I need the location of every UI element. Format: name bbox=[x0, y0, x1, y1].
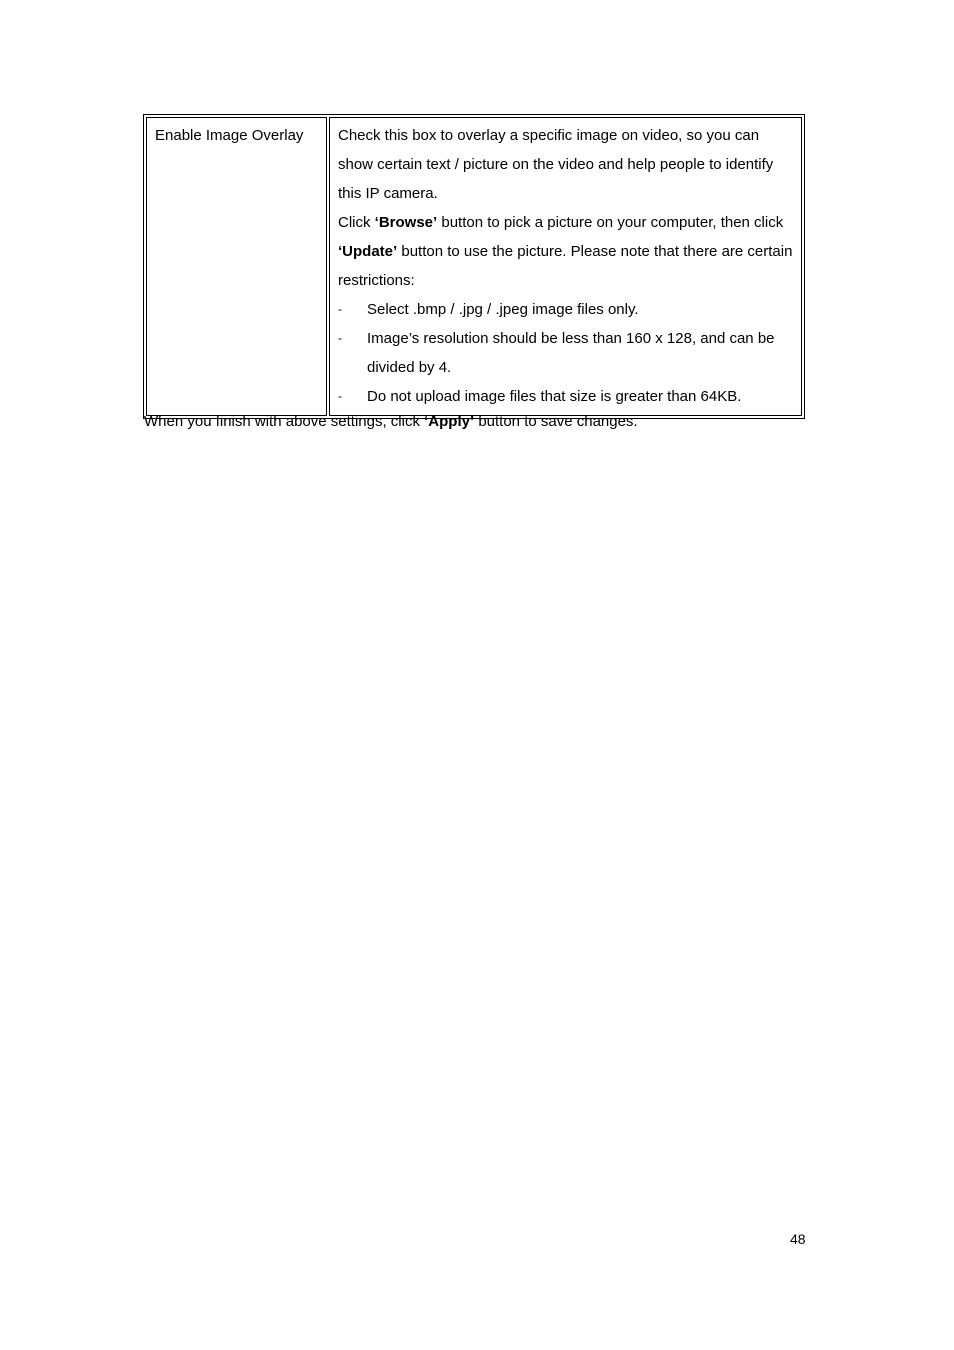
bullet-dash: - bbox=[338, 389, 342, 403]
setting-name-cell: Enable Image Overlay bbox=[146, 117, 327, 416]
restrictions-list bbox=[338, 295, 793, 411]
browse-button-reference: ‘Browse’ bbox=[374, 214, 438, 231]
text-fragment: When you finish with above settings, click bbox=[144, 413, 425, 430]
settings-table bbox=[143, 114, 805, 419]
text-fragment: button to use the picture. Please note that there are certain restrictions: bbox=[338, 243, 793, 289]
page-number: 48 bbox=[790, 1231, 806, 1247]
text-fragment: button to pick a picture on your computer, then click bbox=[437, 214, 784, 231]
description-paragraph-browse bbox=[338, 208, 793, 295]
description-paragraph: Check this box to overlay a specific image on video, so you can show certain text / picture on the video and help people to identify this IP camera. bbox=[338, 127, 774, 202]
restriction-text: Select .bmp / .jpg / .jpeg image files only. bbox=[367, 301, 639, 318]
text-fragment: button to save changes. bbox=[474, 413, 638, 430]
apply-instruction bbox=[144, 411, 638, 433]
bullet-dash: - bbox=[338, 331, 342, 345]
text-fragment: Click bbox=[338, 214, 375, 231]
apply-button-reference: ‘Apply’ bbox=[424, 413, 475, 430]
list-item bbox=[338, 295, 793, 324]
table-row bbox=[146, 117, 802, 416]
restriction-text: Do not upload image files that size is greater than 64KB. bbox=[367, 388, 742, 405]
restriction-text: Image’s resolution should be less than 160 x 128, and can be divided by 4. bbox=[367, 330, 775, 376]
bullet-dash: - bbox=[338, 302, 342, 316]
list-item bbox=[338, 324, 793, 382]
update-button-reference: ‘Update’ bbox=[338, 243, 398, 260]
setting-description-cell bbox=[329, 117, 802, 416]
list-item bbox=[338, 382, 793, 411]
